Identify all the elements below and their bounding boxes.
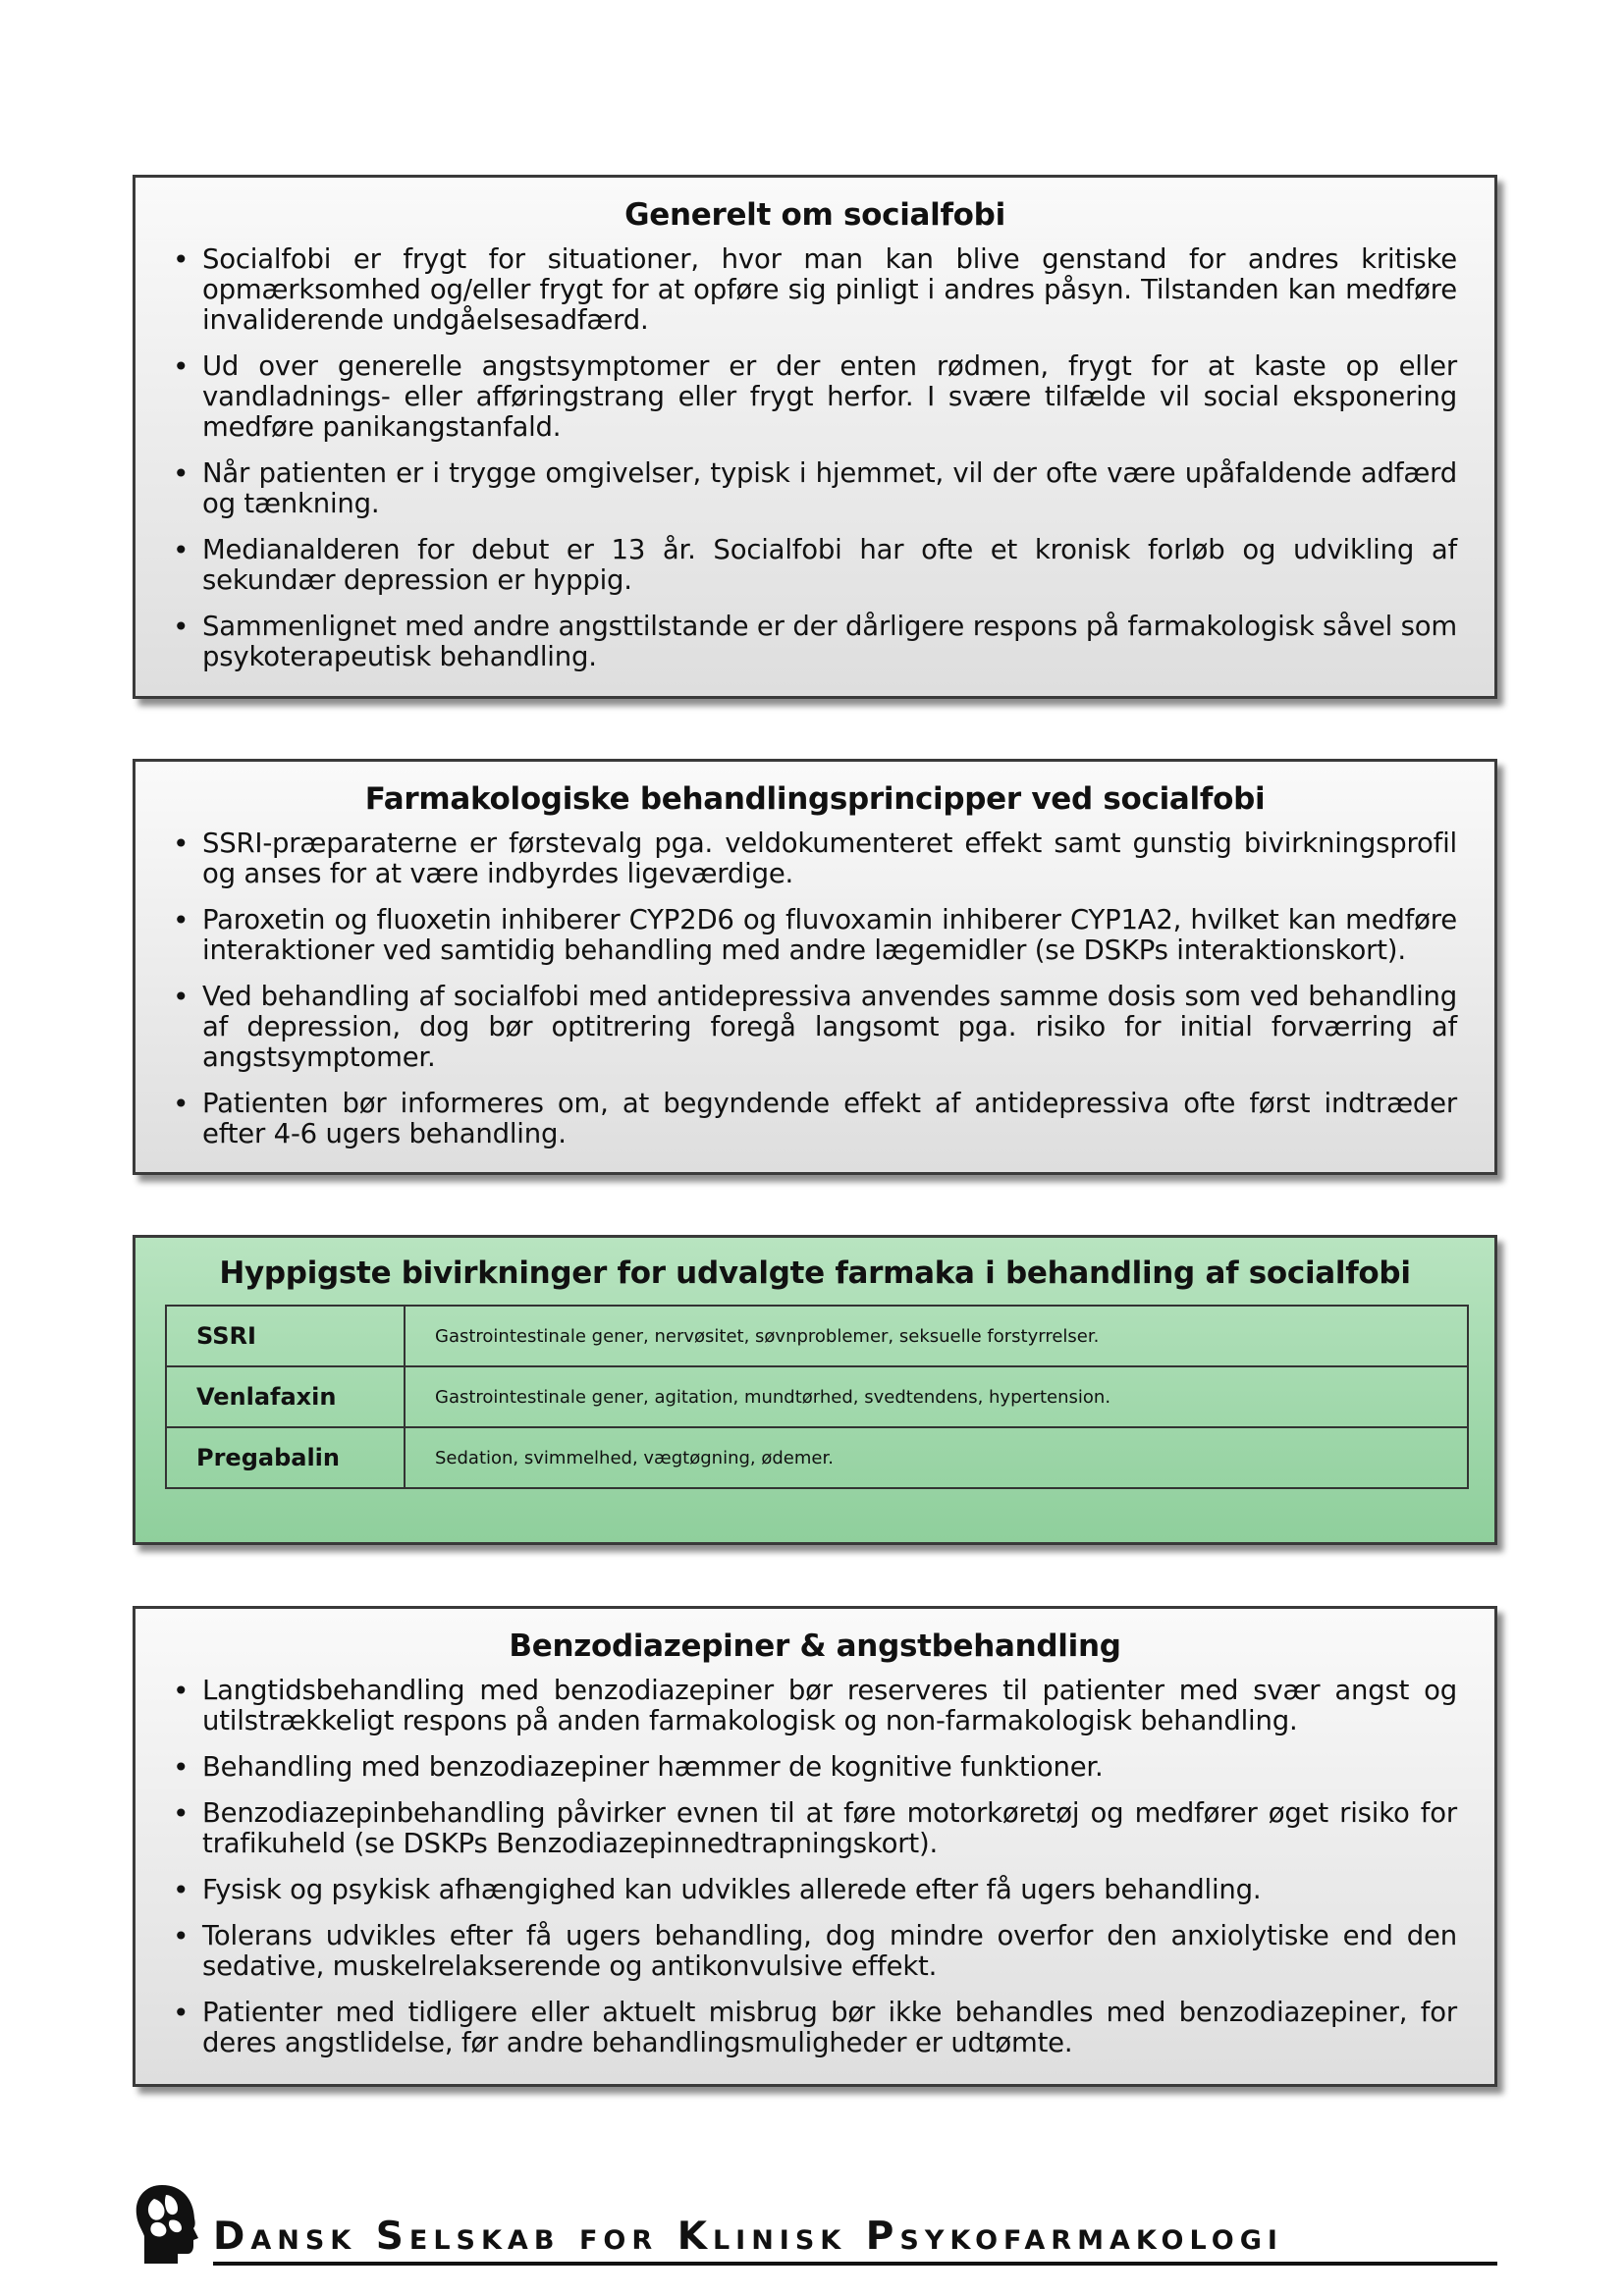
pharma-list [135,828,1494,1149]
list-item: • Behandling med benzodiazepiner hæmmer de kognitive funktioner. [173,1752,1457,1783]
list-item: • Socialfobi er frygt for situationer, hvor man kan blive genstand for andres kritiske opmærksomhed og/eller frygt for at opføre sig pinligt i andres påsyn. Tilstanden kan medføre invaliderende undgåelsesadfærd. [173,244,1457,336]
side-effects-table [165,1305,1469,1489]
benzo-list [135,1676,1494,2058]
table-row [166,1366,1468,1427]
list-item: • Benzodiazepinbehandling påvirker evnen til at føre motorkøretøj og medfører øget risiko for trafikuheld (se DSKPs Benzodiazepinnedtrapningskort). [173,1798,1457,1859]
benzo-section [133,1606,1497,2087]
list-item: • Fysisk og psykisk afhængighed kan udvikles allerede efter få ugers behandling. [173,1875,1457,1905]
list-item: • Når patienten er i trygge omgivelser, typisk i hjemmet, vil der ofte være upåfaldende adfærd og tænkning. [173,458,1457,519]
list-item: • Langtidsbehandling med benzodiazepiner bør reserveres til patienter med svær angst og utilstrækkeligt respons på anden farmakologisk og non-farmakologisk behandling. [173,1676,1457,1736]
list-item: • Ud over generelle angstsymptomer er der enten rødmen, frygt for at kaste op eller vandladnings- eller afføringstrang eller frygt herfor. I svære tilfælde vil social eksponering medføre panikangstanfald. [173,351,1457,443]
table-row [166,1306,1468,1366]
list-item: • SSRI-præparaterne er førstevalg pga. veldokumenteret effekt samt gunstig bivirkningsprofil og anses for at være indbyrdes ligeværdige. [173,828,1457,889]
general-list [135,244,1494,672]
table-row [166,1427,1468,1488]
drug-effects: Gastrointestinale gener, nervøsitet, søvnproblemer, seksuelle forstyrrelser. [405,1306,1468,1366]
pharma-title: Farmakologiske behandlingsprincipper ved socialfobi [364,781,1266,817]
side-effects-title: Hyppigste bivirkninger for udvalgte farmaka i behandling af socialfobi [219,1255,1411,1291]
list-item: • Patienter med tidligere eller aktuelt misbrug bør ikke behandles med benzodiazepiner, for deres angstlidelse, før andre behandlingsmuligheder er udtømte. [173,1998,1457,2058]
side-effects-section [133,1235,1497,1545]
list-item: • Ved behandling af socialfobi med antidepressiva anvendes samme dosis som ved behandling af depression, dog bør optitrering foregå langsomt pga. risiko for initial forværring af angstsymptomer. [173,982,1457,1073]
list-item: • Paroxetin og fluoxetin inhiberer CYP2D6 og fluvoxamin inhiberer CYP1A2, hvilket kan medføre interaktioner ved samtidig behandling med andre lægemidler (se DSKPs interaktionskort). [173,905,1457,966]
footer [133,2181,1497,2266]
benzo-title: Benzodiazepiner & angstbehandling [509,1629,1121,1664]
head-profile-icon [133,2181,201,2266]
drug-effects: Sedation, svimmelhed, vægtøgning, ødemer. [405,1427,1468,1488]
footer-divider [213,2262,1497,2266]
organization-name: Dansk Selskab for Klinisk Psykofarmakologi [213,2215,1283,2259]
general-title: Generelt om socialfobi [624,197,1005,233]
list-item: • Medianalderen for debut er 13 år. Socialfobi har ofte et kronisk forløb og udvikling af sekundær depression er hyppig. [173,535,1457,596]
drug-name: SSRI [166,1306,405,1366]
list-item: • Tolerans udvikles efter få ugers behandling, dog mindre overfor den anxiolytiske end den sedative, muskelrelakserende og antikonvulsive effekt. [173,1921,1457,1982]
drug-name: Venlafaxin [166,1366,405,1427]
list-item: • Sammenlignet med andre angsttilstande er der dårligere respons på farmakologisk såvel som psykoterapeutisk behandling. [173,612,1457,672]
drug-name: Pregabalin [166,1427,405,1488]
general-section [133,175,1497,699]
drug-effects: Gastrointestinale gener, agitation, mundtørhed, svedtendens, hypertension. [405,1366,1468,1427]
pharma-section [133,759,1497,1175]
list-item: • Patienten bør informeres om, at begyndende effekt af antidepressiva ofte først indtræder efter 4-6 ugers behandling. [173,1089,1457,1149]
